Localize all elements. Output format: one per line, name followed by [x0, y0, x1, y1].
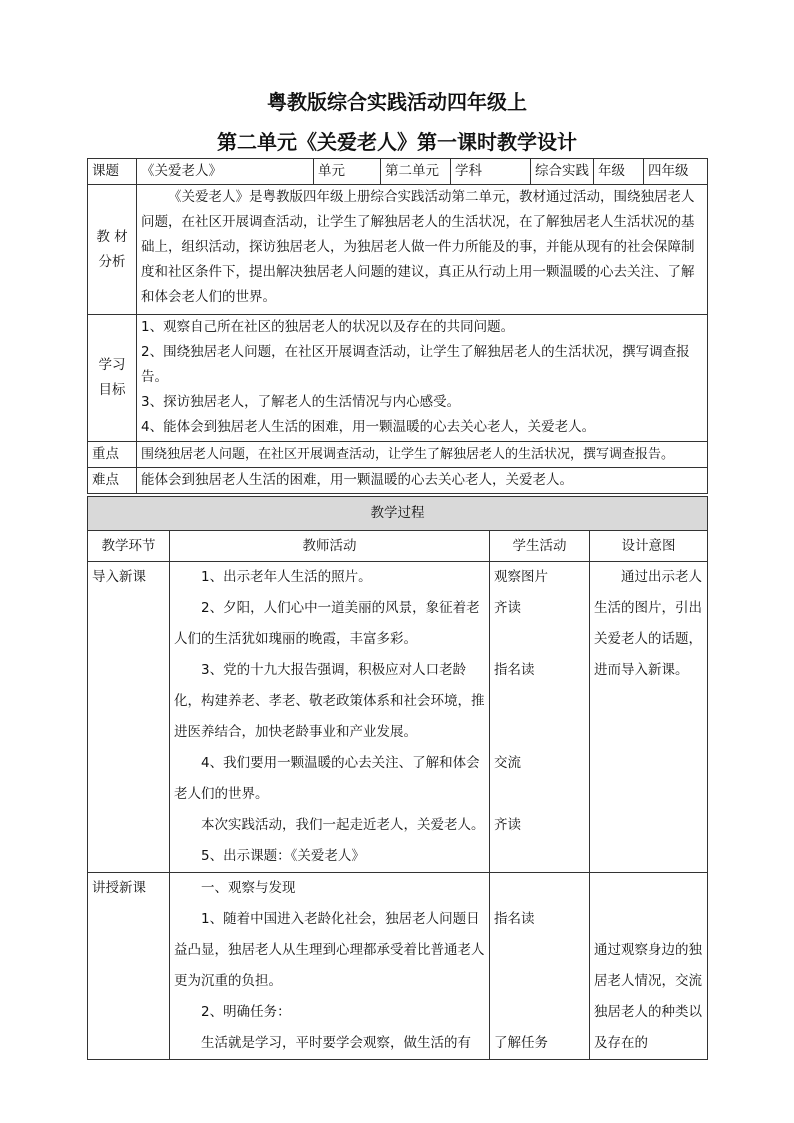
student-activity: 了解任务	[494, 1035, 548, 1051]
grade-value: 四年级	[644, 159, 708, 185]
teacher-step: 本次实践活动，我们一起走近老人，关爱老人。	[201, 817, 485, 833]
teacher-step: 一、观察与发现	[201, 880, 296, 896]
student-activity: 齐读	[494, 600, 521, 616]
teaching-process-table	[87, 496, 708, 1060]
document-subtitle: 第二单元《关爱老人》第一课时教学设计	[217, 130, 577, 154]
lesson-info-table	[87, 158, 708, 494]
grade-label: 年级	[594, 159, 644, 185]
goals-label	[88, 315, 137, 442]
teacher-activities-intro	[170, 562, 490, 873]
difficulty-text: 能体会到独居老人生活的困难，用一颗温暖的心去关心老人，关爱老人。	[137, 468, 708, 494]
unit-value: 第二单元	[381, 159, 451, 185]
student-activities-new-lesson	[490, 873, 590, 1060]
teacher-step: 3、党的十九大报告强调，积极应对人口老龄化，构建养老、孝老、敬老政策体系和社会环境，推进医养结合，加快老龄事业和产业发展。	[174, 662, 485, 740]
student-activity: 指名读	[494, 662, 535, 678]
design-intent-new-lesson: 通过观察身边的独居老人情况，交流独居老人的种类以及存在的	[590, 873, 708, 1060]
analysis-label	[88, 185, 137, 315]
teacher-step: 2、明确任务：	[201, 1004, 291, 1020]
document-title: 粤教版综合实践活动四年级上	[267, 90, 527, 114]
teacher-step: 生活就是学习，平时要学会观察，做生活的有	[201, 1035, 471, 1051]
topic-label: 课题	[88, 159, 137, 185]
column-header-stage: 教学环节	[88, 531, 170, 562]
stage-intro: 导入新课	[88, 562, 170, 873]
teacher-step: 2、夕阳，人们心中一道美丽的风景，象征着老人们的生活犹如瑰丽的晚霞，丰富多彩。	[174, 600, 480, 647]
stage-new-lesson: 讲授新课	[88, 873, 170, 1060]
teacher-step: 1、出示老年人生活的照片。	[201, 569, 372, 585]
teacher-activities-new-lesson	[170, 873, 490, 1060]
column-header-intent: 设计意图	[590, 531, 708, 562]
goals-label-line2: 目标	[98, 382, 126, 398]
column-header-teacher: 教师活动	[170, 531, 490, 562]
key-point-label: 重点	[88, 442, 137, 468]
difficulty-label: 难点	[88, 468, 137, 494]
goals-label-line1: 学习	[98, 357, 126, 373]
goal-item: 1、观察自己所在社区的独居老人的状况以及存在的共同问题。	[141, 319, 515, 335]
goal-item: 2、围绕独居老人问题，在社区开展调查活动，让学生了解独居老人的生活状况，撰写调查报告。	[141, 344, 690, 385]
topic-value: 《关爱老人》	[137, 159, 314, 185]
analysis-label-line2: 分析	[98, 253, 126, 270]
column-header-student: 学生活动	[490, 531, 590, 562]
goals-list	[137, 315, 708, 442]
teacher-step: 4、我们要用一颗温暖的心去关注、了解和体会老人们的世界。	[174, 755, 480, 802]
subject-value: 综合实践	[531, 159, 594, 185]
goal-item: 3、探访独居老人，了解老人的生活情况与内心感受。	[141, 394, 461, 410]
design-intent-intro: 通过出示老人生活的图片，引出关爱老人的话题，进而导入新课。	[590, 562, 708, 873]
unit-label: 单元	[314, 159, 381, 185]
student-activity: 观察图片	[494, 569, 548, 585]
teacher-step: 5、出示课题：《关爱老人》	[201, 848, 365, 864]
key-point-text: 围绕独居老人问题，在社区开展调查活动，让学生了解独居老人的生活状况，撰写调查报告。	[137, 442, 708, 468]
student-activity: 交流	[494, 755, 521, 771]
student-activity: 齐读	[494, 817, 521, 833]
subject-label: 学科	[451, 159, 531, 185]
teacher-step: 1、随着中国进入老龄化社会，独居老人问题日益凸显，独居老人从生理到心理都承受着比普通老人更为沉重的负担。	[174, 911, 485, 989]
student-activity: 指名读	[494, 911, 535, 927]
analysis-text: 《关爱老人》是粤教版四年级上册综合实践活动第二单元，教材通过活动，围绕独居老人问题，在社区开展调查活动，让学生了解独居老人的生活状况，在了解独居老人生活状况的基础上，组织活动，探访独居老人，为独居老人做一件力所能及的事，并能从现有的社会保障制度和社区条件下，提出解决独居老人问题的建议，真正从行动上用一颗温暖的心去关注、了解和体会老人们的世界。	[137, 185, 708, 315]
student-activities-intro	[490, 562, 590, 873]
goal-item: 4、能体会到独居老人生活的困难，用一颗温暖的心去关心老人，关爱老人。	[141, 419, 596, 435]
process-header: 教学过程	[88, 497, 708, 531]
analysis-label-line1: 教 材	[96, 228, 128, 245]
